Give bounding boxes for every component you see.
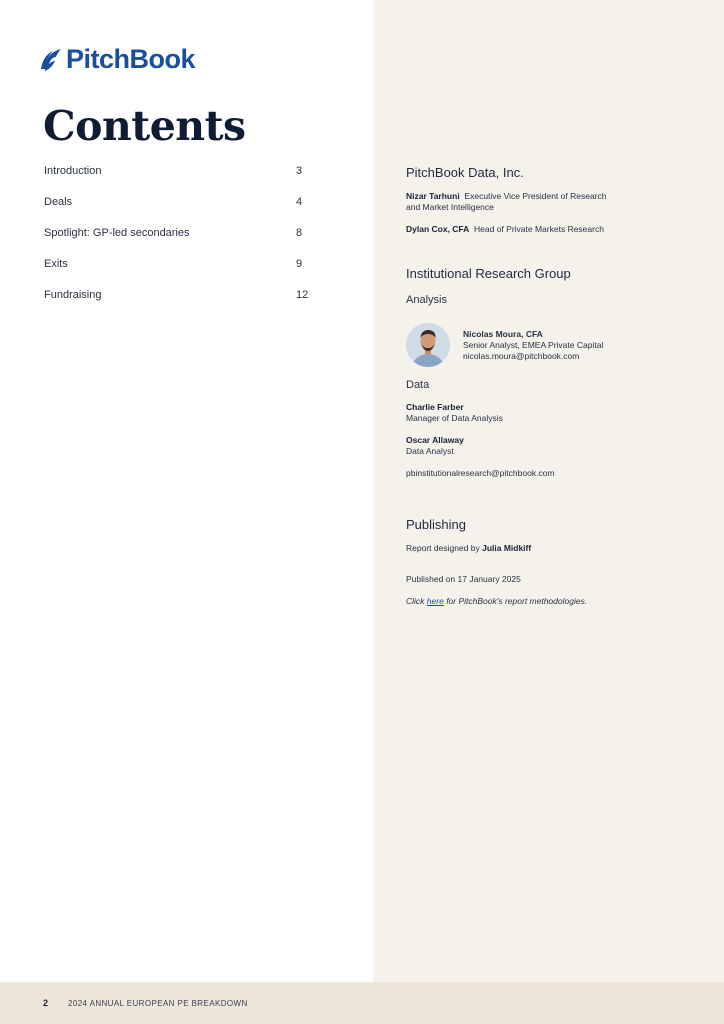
toc-item-label: Fundraising: [44, 289, 102, 301]
methodology-note: [406, 596, 587, 607]
analyst-photo: [406, 323, 450, 367]
toc-item-page: 3: [296, 165, 303, 177]
toc-item-page: 4: [296, 196, 303, 208]
toc-item-label: Exits: [44, 258, 68, 270]
person-name: Dylan Cox, CFA: [406, 224, 470, 234]
toc-item-label: Deals: [44, 196, 73, 208]
toc-item-label: Spotlight: GP-led secondaries: [44, 227, 190, 239]
designer-name: Julia Midkiff: [482, 543, 532, 553]
person-charlie: [406, 402, 503, 424]
person-role: Head of Private Markets Research: [474, 224, 604, 234]
table-of-contents: [44, 164, 326, 319]
page-title: Contents: [43, 102, 246, 150]
person-role-continued: and Market Intelligence: [406, 202, 494, 212]
toc-item-spotlight[interactable]: [44, 226, 326, 257]
person-name: Oscar Allaway: [406, 435, 464, 445]
methodology-text: for PitchBook's report methodologies.: [446, 596, 588, 606]
person-name: Charlie Farber: [406, 402, 464, 412]
logo-wordmark: PitchBook: [66, 44, 196, 74]
toc-item-page: 8: [296, 227, 303, 239]
toc-item-page: 9: [296, 258, 303, 270]
toc-item-label: Introduction: [44, 165, 102, 177]
footer-page-number: 2: [43, 998, 49, 1008]
analyst-role: Senior Analyst, EMEA Private Capital: [463, 340, 604, 350]
pitchbook-data-heading: PitchBook Data, Inc.: [406, 165, 524, 180]
toc-item-deals[interactable]: [44, 195, 326, 226]
toc-item-exits[interactable]: [44, 257, 326, 288]
methodology-click: Click: [406, 596, 425, 606]
data-heading: Data: [406, 379, 430, 391]
person-nizar: [406, 191, 606, 213]
analyst-email[interactable]: nicolas.moura@pitchbook.com: [463, 351, 580, 361]
toc-item-introduction[interactable]: [44, 164, 326, 195]
pitchbook-logo: [39, 44, 195, 75]
person-role: Data Analyst: [406, 446, 454, 456]
analysis-heading: Analysis: [406, 294, 447, 306]
toc-item-fundraising[interactable]: [44, 288, 326, 319]
toc-item-page: 12: [296, 289, 309, 301]
institutional-heading: Institutional Research Group: [406, 266, 571, 281]
person-name: Nizar Tarhuni: [406, 191, 460, 201]
publishing-heading: Publishing: [406, 517, 466, 532]
footer-report-title: 2024 ANNUAL EUROPEAN PE BREAKDOWN: [68, 999, 248, 1008]
designed-by: [406, 543, 531, 554]
right-column: [373, 0, 724, 982]
person-dylan: [406, 224, 604, 235]
research-email[interactable]: pbinstitutionalresearch@pitchbook.com: [406, 468, 555, 478]
person-role: Manager of Data Analysis: [406, 413, 503, 423]
analyst-name: Nicolas Moura, CFA: [463, 329, 543, 339]
methodology-link[interactable]: here: [426, 596, 444, 606]
analyst-info: [463, 329, 603, 362]
person-role: Executive Vice President of Research: [464, 191, 607, 201]
published-date: Published on 17 January 2025: [406, 574, 521, 584]
pitchbook-logo-icon: [39, 47, 63, 73]
person-oscar: [406, 435, 464, 457]
designed-by-prefix: Report designed by: [406, 543, 480, 553]
analyst-avatar: [406, 323, 450, 367]
